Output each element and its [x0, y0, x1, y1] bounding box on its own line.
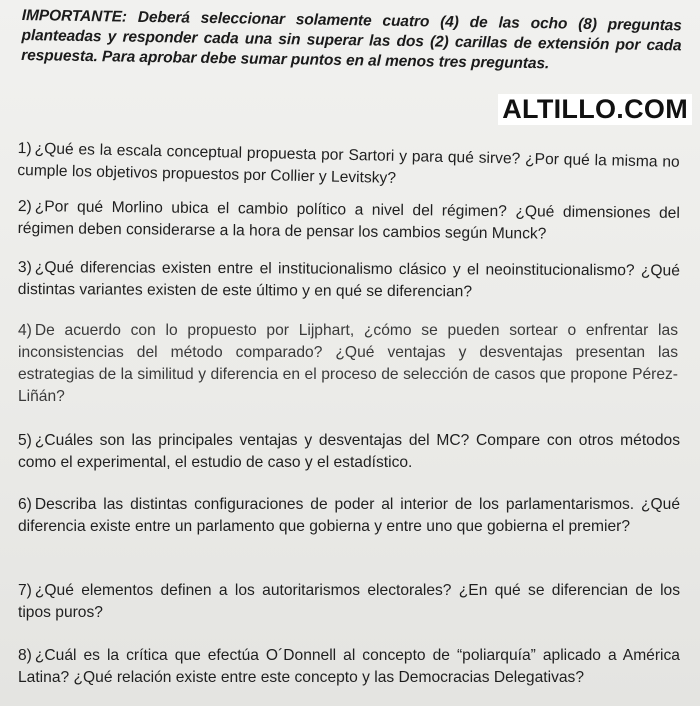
- question-number: 3): [17, 258, 32, 277]
- question-1: [17, 138, 680, 196]
- question-text: ¿Cuál es la crítica que efectúa O´Donnell al concepto de “poliarquía” aplicado a América Latina? ¿Qué relación existe entre este concepto y las Democracias Delegativas?: [18, 647, 680, 686]
- question-5: [18, 430, 680, 474]
- question-4: [18, 320, 678, 408]
- question-text: ¿Qué elementos definen a los autoritarismos electorales? ¿En qué se diferencian de los tipos puros?: [18, 582, 680, 621]
- question-text: ¿Por qué Morlino ubica el cambio político a nivel del régimen? ¿Qué dimensiones del régimen deben considerarse a la hora de pensar los cambios según Munck?: [17, 198, 680, 243]
- question-7: [18, 580, 680, 624]
- question-number: 2): [17, 197, 32, 216]
- instructions: [21, 6, 682, 76]
- question-3: [18, 257, 680, 304]
- question-number: 4): [18, 322, 32, 339]
- question-text: Describa las distintas configuraciones de poder al interior de los parlamentarismos. ¿Qué diferencia existe entre un parlamento que gobierna y entre uno que gobierna el premier?: [18, 496, 680, 535]
- question-text: ¿Qué es la escala conceptual propuesta por Sartori y para qué sirve? ¿Por qué la misma no cumple los objetivos propuestos por Collier y Levitsky?: [17, 140, 680, 187]
- question-number: 6): [18, 496, 32, 513]
- question-8: [18, 645, 680, 689]
- question-number: 7): [18, 582, 32, 599]
- question-6: [18, 494, 680, 538]
- instructions-label: IMPORTANTE:: [21, 6, 128, 26]
- question-text: De acuerdo con lo propuesto por Lijphart, ¿cómo se pueden sortear o enfrentar las inconsistencias del método comparado? ¿Qué ventajas y desventajas presentan las estrategias de la similitud y diferencia en el proceso de selección de casos que propone Pérez-Liñán?: [18, 322, 678, 405]
- question-number: 1): [17, 139, 32, 158]
- question-text: ¿Qué diferencias existen entre el institucionalismo clásico y el neoinstitucionalismo? ¿Qué distintas variantes existen de este último y en qué se diferencian?: [17, 259, 680, 301]
- question-text: ¿Cuáles son las principales ventajas y desventajas del MC? Compare con otros métodos como el experimental, el estudio de caso y el estadístico.: [18, 432, 680, 471]
- question-number: 8): [18, 647, 32, 664]
- question-number: 5): [18, 432, 32, 449]
- watermark-logo: ALTILLO.COM: [498, 94, 692, 125]
- instructions-text: Deberá seleccionar solamente cuatro (4) de las ocho (8) preguntas planteadas y responder cada una sin superar las dos (2) carillas de extensión por cada respuesta. Para aprobar debe sumar puntos en al menos tres preguntas.: [21, 8, 682, 73]
- question-2: [18, 196, 680, 247]
